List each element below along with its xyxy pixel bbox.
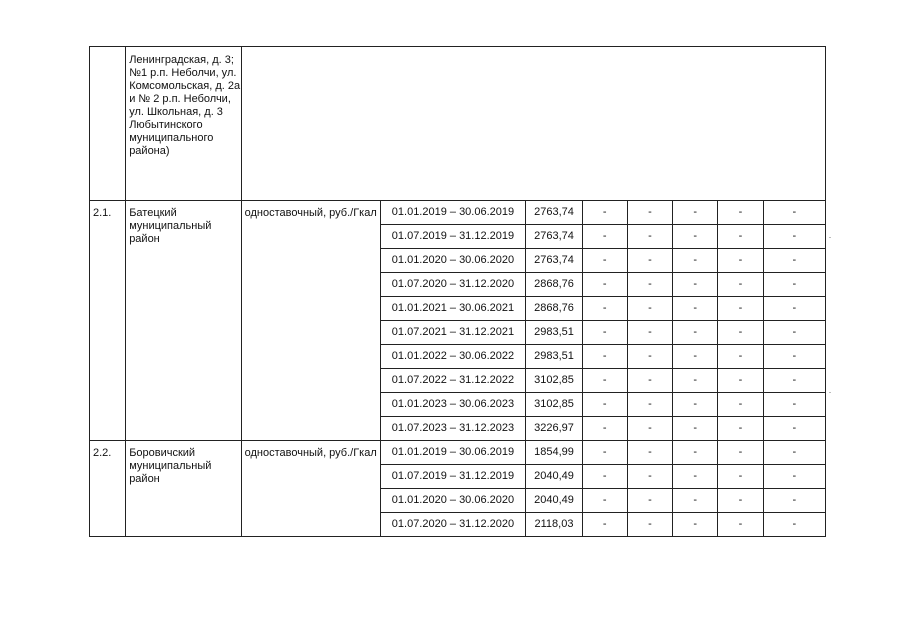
- tariff-value-cell: 2868,76: [526, 273, 582, 297]
- continuation-empty-cell: [241, 47, 825, 201]
- empty-value-cell: -: [718, 321, 763, 345]
- empty-value-cell: -: [763, 297, 825, 321]
- empty-value-cell: -: [673, 345, 718, 369]
- empty-value-cell: -: [763, 345, 825, 369]
- period-cell: 01.07.2022 – 31.12.2022: [380, 369, 526, 393]
- empty-value-cell: -: [718, 249, 763, 273]
- period-cell: 01.01.2021 – 30.06.2021: [380, 297, 526, 321]
- tariff-value-cell: 2040,49: [526, 465, 582, 489]
- empty-value-cell: -: [673, 273, 718, 297]
- tariff-value-cell: 2040,49: [526, 489, 582, 513]
- empty-value-cell: -: [763, 273, 825, 297]
- empty-value-cell: -: [718, 441, 763, 465]
- empty-value-cell: -: [673, 513, 718, 537]
- empty-value-cell: -: [627, 441, 672, 465]
- empty-value-cell: -: [673, 489, 718, 513]
- empty-value-cell: -: [582, 489, 627, 513]
- empty-value-cell: -: [673, 225, 718, 249]
- empty-value-cell: -: [582, 441, 627, 465]
- section-type-cell: одноставочный, руб./Гкал: [241, 441, 380, 537]
- empty-value-cell: -: [582, 225, 627, 249]
- empty-value-cell: -: [673, 393, 718, 417]
- empty-value-cell: -: [627, 273, 672, 297]
- period-cell: 01.07.2023 – 31.12.2023: [380, 417, 526, 441]
- tariff-table-body: [90, 47, 826, 537]
- section-type-cell: одноставочный, руб./Гкал: [241, 201, 380, 441]
- empty-value-cell: -: [673, 369, 718, 393]
- empty-value-cell: -: [718, 489, 763, 513]
- section-num-cell: 2.1.: [90, 201, 126, 441]
- empty-value-cell: -: [627, 465, 672, 489]
- empty-value-cell: -: [627, 417, 672, 441]
- empty-value-cell: -: [627, 393, 672, 417]
- tariff-value-cell: 3226,97: [526, 417, 582, 441]
- period-cell: 01.01.2020 – 30.06.2020: [380, 489, 526, 513]
- empty-value-cell: -: [627, 225, 672, 249]
- tariff-value-cell: 2983,51: [526, 321, 582, 345]
- empty-value-cell: -: [763, 417, 825, 441]
- section-num-cell: 2.2.: [90, 441, 126, 537]
- empty-value-cell: -: [582, 321, 627, 345]
- empty-value-cell: -: [718, 465, 763, 489]
- empty-value-cell: -: [673, 297, 718, 321]
- period-cell: 01.07.2020 – 31.12.2020: [380, 273, 526, 297]
- empty-value-cell: -: [627, 369, 672, 393]
- tariff-value-cell: 2868,76: [526, 297, 582, 321]
- period-cell: 01.07.2019 – 31.12.2019: [380, 225, 526, 249]
- tariff-value-cell: 3102,85: [526, 393, 582, 417]
- empty-value-cell: -: [673, 249, 718, 273]
- empty-value-cell: -: [673, 441, 718, 465]
- empty-value-cell: -: [627, 297, 672, 321]
- period-cell: 01.01.2019 – 30.06.2019: [380, 441, 526, 465]
- period-cell: 01.07.2021 – 31.12.2021: [380, 321, 526, 345]
- period-cell: 01.01.2022 – 30.06.2022: [380, 345, 526, 369]
- period-cell: 01.01.2023 – 30.06.2023: [380, 393, 526, 417]
- empty-value-cell: -: [582, 201, 627, 225]
- empty-value-cell: -: [627, 201, 672, 225]
- empty-value-cell: -: [582, 249, 627, 273]
- continuation-name-cell: Ленинградская, д. 3; №1 р.п. Неболчи, ул. Комсомольская, д. 2а и № 2 р.п. Неболчи, ул. Школьная, д. 3 Любытинского муниципального района): [126, 47, 242, 201]
- tariff-value-cell: 2118,03: [526, 513, 582, 537]
- table-row: [90, 201, 826, 225]
- tariff-value-cell: 2763,74: [526, 249, 582, 273]
- empty-value-cell: -: [673, 201, 718, 225]
- empty-value-cell: -: [627, 489, 672, 513]
- period-cell: 01.01.2020 – 30.06.2020: [380, 249, 526, 273]
- empty-value-cell: -: [763, 465, 825, 489]
- tariff-value-cell: 2763,74: [526, 225, 582, 249]
- empty-value-cell: -: [718, 393, 763, 417]
- empty-value-cell: -: [673, 417, 718, 441]
- empty-value-cell: -: [627, 345, 672, 369]
- empty-value-cell: -: [718, 297, 763, 321]
- table-row: [90, 441, 826, 465]
- empty-value-cell: -: [718, 345, 763, 369]
- empty-value-cell: -: [763, 321, 825, 345]
- tariff-value-cell: 2983,51: [526, 345, 582, 369]
- empty-value-cell: -: [582, 465, 627, 489]
- empty-value-cell: -: [763, 201, 825, 225]
- empty-value-cell: -: [582, 417, 627, 441]
- empty-value-cell: -: [582, 369, 627, 393]
- empty-value-cell: -: [718, 273, 763, 297]
- empty-value-cell: -: [718, 417, 763, 441]
- tariff-table: [89, 46, 826, 537]
- continuation-num-cell: [90, 47, 126, 201]
- empty-value-cell: -: [763, 441, 825, 465]
- empty-value-cell: -: [627, 321, 672, 345]
- empty-value-cell: -: [627, 513, 672, 537]
- tariff-value-cell: 3102,85: [526, 369, 582, 393]
- empty-value-cell: -: [718, 225, 763, 249]
- empty-value-cell: -: [763, 249, 825, 273]
- empty-value-cell: -: [718, 201, 763, 225]
- period-cell: 01.07.2019 – 31.12.2019: [380, 465, 526, 489]
- empty-value-cell: -: [582, 273, 627, 297]
- tariff-value-cell: 1854,99: [526, 441, 582, 465]
- period-cell: 01.01.2019 – 30.06.2019: [380, 201, 526, 225]
- period-cell: 01.07.2020 – 31.12.2020: [380, 513, 526, 537]
- empty-value-cell: -: [582, 393, 627, 417]
- empty-value-cell: -: [673, 321, 718, 345]
- scan-mark: [829, 392, 831, 393]
- scan-mark: [829, 237, 831, 238]
- empty-value-cell: -: [718, 513, 763, 537]
- empty-value-cell: -: [763, 225, 825, 249]
- section-name-cell: Боровичский муниципальный район: [126, 441, 242, 537]
- section-name-cell: Батецкий муниципальный район: [126, 201, 242, 441]
- empty-value-cell: -: [673, 465, 718, 489]
- empty-value-cell: -: [582, 297, 627, 321]
- empty-value-cell: -: [582, 345, 627, 369]
- empty-value-cell: -: [763, 369, 825, 393]
- tariff-value-cell: 2763,74: [526, 201, 582, 225]
- empty-value-cell: -: [582, 513, 627, 537]
- empty-value-cell: -: [763, 489, 825, 513]
- continuation-row: [90, 47, 826, 201]
- empty-value-cell: -: [763, 393, 825, 417]
- empty-value-cell: -: [763, 513, 825, 537]
- empty-value-cell: -: [627, 249, 672, 273]
- empty-value-cell: -: [718, 369, 763, 393]
